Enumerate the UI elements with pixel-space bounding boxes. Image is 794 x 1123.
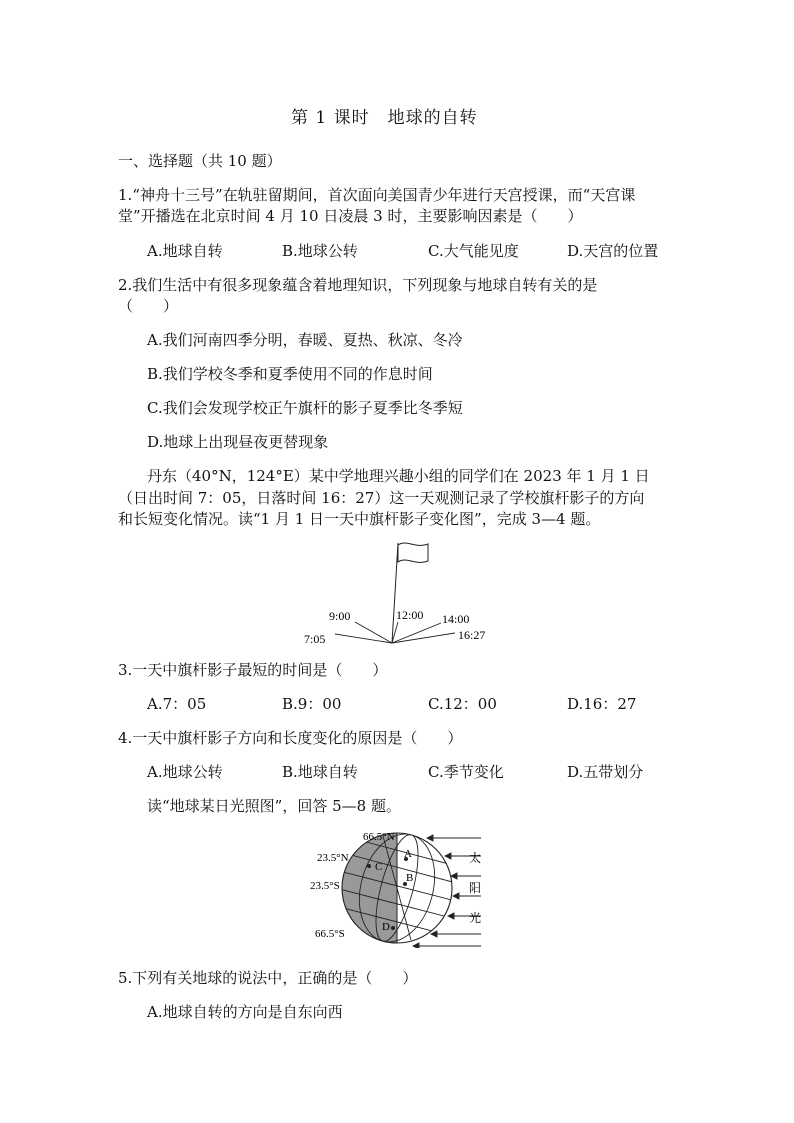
point-c-label: C bbox=[375, 861, 383, 873]
q3-option-b: B.9：00 bbox=[282, 695, 342, 713]
globe-illumination-figure bbox=[305, 826, 495, 948]
page-title: 第 1 课时 地球的自转 bbox=[291, 108, 478, 128]
flag-icon bbox=[398, 543, 428, 562]
section-header: 一、选择题（共 10 题） bbox=[118, 152, 282, 170]
q2-option-c: C.我们会发现学校正午旗杆的影子夏季比冬季短 bbox=[147, 399, 463, 417]
label-1400: 14:00 bbox=[442, 612, 470, 626]
passage1-line3: 和长短变化情况。读“1 月 1 日一天中旗杆影子变化图”，完成 3—4 题。 bbox=[118, 510, 601, 528]
point-b-label: B bbox=[406, 872, 414, 884]
q1-option-d: D.天宫的位置 bbox=[567, 242, 659, 260]
q1-option-c: C.大气能见度 bbox=[428, 242, 519, 260]
q3-option-a: A.7：05 bbox=[147, 695, 207, 713]
flagpole-shadow-figure bbox=[295, 535, 500, 650]
shadow-line-1627 bbox=[392, 633, 455, 643]
q2-stem-line1: 2.我们生活中有很多现象蕴含着地理知识，下列现象与地球自转有关的是 bbox=[118, 276, 598, 294]
label-1627: 16:27 bbox=[458, 628, 486, 642]
q1-stem-line1: 1.“神舟十三号”在轨驻留期间，首次面向美国青少年进行天宫授课，而“天宫课 bbox=[118, 186, 636, 204]
flagpole bbox=[392, 543, 398, 643]
passage1-line1: 丹东（40°N，124°E）某中学地理兴趣小组的同学们在 2023 年 1 月 1 日 bbox=[147, 467, 650, 485]
sunlight-char-3: 光 bbox=[469, 911, 482, 925]
q1-stem-line2: 堂”开播选在北京时间 4 月 10 日凌晨 3 时，主要影响因素是（ ） bbox=[118, 207, 583, 225]
point-c-marker bbox=[367, 864, 371, 868]
point-a-label: A bbox=[404, 848, 412, 860]
q4-option-d: D.五带划分 bbox=[567, 763, 644, 781]
label-0705: 7:05 bbox=[304, 632, 326, 646]
shadow-line-1400 bbox=[392, 623, 441, 643]
lat-label-23s: 23.5°S bbox=[310, 880, 340, 892]
q5-option-a: A.地球自转的方向是自东向西 bbox=[147, 1003, 343, 1021]
lat-label-66n: 66.5°N bbox=[363, 831, 395, 843]
lat-label-66s: 66.5°S bbox=[315, 928, 345, 940]
q5-stem: 5.下列有关地球的说法中，正确的是（ ） bbox=[118, 969, 418, 987]
sunlight-char-2: 阳 bbox=[469, 881, 482, 895]
label-1200: 12:00 bbox=[396, 608, 424, 622]
q3-option-d: D.16：27 bbox=[567, 695, 637, 713]
q1-option-b: B.地球公转 bbox=[282, 242, 358, 260]
q3-option-c: C.12：00 bbox=[428, 695, 497, 713]
q2-option-a: A.我们河南四季分明，春暖、夏热、秋凉、冬冷 bbox=[147, 331, 463, 349]
point-d-label: D bbox=[382, 921, 390, 933]
point-d-marker bbox=[391, 926, 395, 930]
q4-option-b: B.地球自转 bbox=[282, 763, 358, 781]
q3-stem: 3.一天中旗杆影子最短的时间是（ ） bbox=[118, 661, 388, 679]
passage2: 读“地球某日光照图”，回答 5—8 题。 bbox=[147, 797, 401, 815]
q4-option-a: A.地球公转 bbox=[147, 763, 223, 781]
q4-stem: 4.一天中旗杆影子方向和长度变化的原因是（ ） bbox=[118, 729, 463, 747]
passage1-line2: （日出时间 7：05，日落时间 16：27）这一天观测记录了学校旗杆影子的方向 bbox=[118, 489, 645, 507]
lat-label-23n: 23.5°N bbox=[317, 852, 349, 864]
q4-option-c: C.季节变化 bbox=[428, 763, 504, 781]
q2-option-b: B.我们学校冬季和夏季使用不同的作息时间 bbox=[147, 365, 433, 383]
label-0900: 9:00 bbox=[329, 609, 351, 623]
q2-option-d: D.地球上出现昼夜更替现象 bbox=[147, 433, 329, 451]
q2-stem-line2: （ ） bbox=[118, 297, 179, 315]
sunlight-char-1: 太 bbox=[469, 851, 482, 865]
q1-option-a: A.地球自转 bbox=[147, 242, 223, 260]
